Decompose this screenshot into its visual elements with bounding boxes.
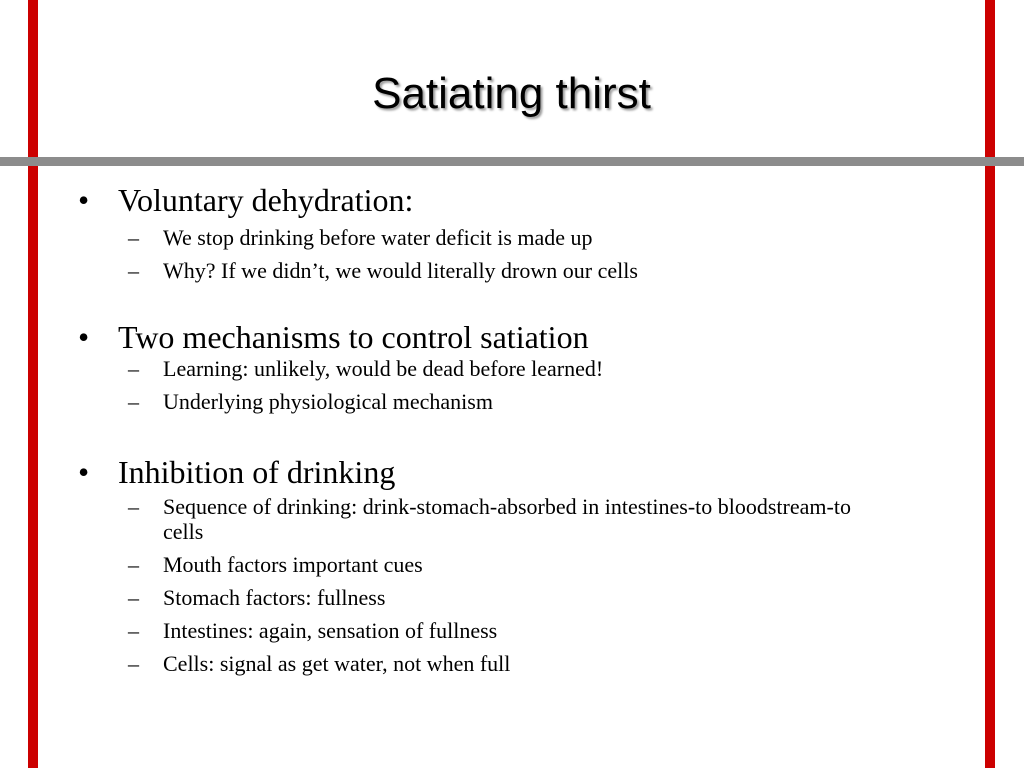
sub-bullet (128, 552, 958, 577)
section-inhibition-of-drinking (78, 453, 958, 684)
dash-marker: – (128, 225, 139, 250)
sub-bullet-text: Cells: signal as get water, not when full (163, 651, 511, 676)
section-two-mechanisms (78, 318, 958, 422)
dash-marker: – (128, 585, 139, 610)
slide-title: Satiating thirst (372, 69, 651, 118)
dash-marker: – (128, 258, 139, 283)
bullet-heading (78, 318, 958, 356)
sub-bullet-text: Sequence of drinking: drink-stomach-absorbed in intestines-to bloodstream-to cells (163, 494, 851, 544)
dash-marker: – (128, 552, 139, 577)
bullet-marker: • (78, 319, 90, 355)
section-voluntary-dehydration (78, 181, 958, 291)
sub-bullet (128, 618, 958, 643)
dash-marker: – (128, 651, 139, 676)
bullet-marker: • (78, 182, 90, 218)
bullet-heading-text: Voluntary dehydration: (118, 182, 414, 218)
sub-bullet (128, 494, 863, 544)
dash-marker: – (128, 618, 139, 643)
dash-marker: – (128, 356, 139, 381)
sub-bullet (128, 258, 958, 283)
sub-bullet (128, 389, 958, 414)
sub-bullet (128, 585, 958, 610)
sub-bullet-text: We stop drinking before water deficit is made up (163, 225, 593, 250)
sub-bullet-text: Stomach factors: fullness (163, 585, 386, 610)
sub-bullet-text: Intestines: again, sensation of fullness (163, 618, 498, 643)
sub-bullet (128, 651, 958, 676)
sub-bullet-text: Why? If we didn’t, we would literally drown our cells (163, 258, 638, 283)
sub-bullet-text: Underlying physiological mechanism (163, 389, 493, 414)
sub-bullet (128, 225, 958, 250)
bullet-marker: • (78, 454, 90, 490)
bullet-heading (78, 453, 958, 491)
bullet-heading-text: Inhibition of drinking (118, 454, 396, 490)
sub-bullet-text: Mouth factors important cues (163, 552, 423, 577)
sub-bullet (128, 356, 958, 381)
dash-marker: – (128, 389, 139, 414)
bullet-heading-text: Two mechanisms to control satiation (118, 319, 589, 355)
dash-marker: – (128, 494, 139, 519)
bullet-heading (78, 181, 958, 219)
sub-bullet-text: Learning: unlikely, would be dead before learned! (163, 356, 604, 381)
